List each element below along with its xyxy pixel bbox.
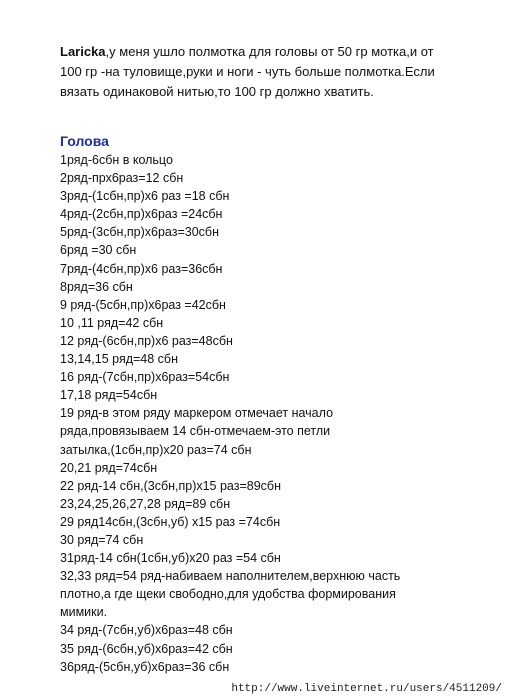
instruction-line: 20,21 ряд=74сбн <box>60 460 158 475</box>
instruction-line: мимики. <box>60 605 108 620</box>
instruction-line: 2ряд-прх6раз=12 сбн <box>60 171 184 186</box>
intro-line-2: 100 гр -на туловище,руки и ноги - чуть больше полмотка.Если <box>60 64 435 79</box>
instruction-line: 16 ряд-(7сбн,пр)х6раз=54сбн <box>60 370 230 385</box>
instruction-line: 6ряд =30 сбн <box>60 243 137 258</box>
instruction-list <box>60 151 480 676</box>
watermark-url: http://www.liveinternet.ru/users/4511209/ <box>231 683 502 695</box>
instruction-line: 31ряд-14 сбн(1сбн,уб)х20 раз =54 сбн <box>60 551 281 566</box>
instruction-line: затылка,(1сбн,пр)х20 раз=74 сбн <box>60 442 252 457</box>
instruction-line: 17,18 ряд=54сбн <box>60 388 158 403</box>
instruction-line: 1ряд-6сбн в кольцо <box>60 153 173 167</box>
instruction-line: 34 ряд-(7сбн,уб)х6раз=48 сбн <box>60 623 233 638</box>
instruction-line: 5ряд-(3сбн,пр)х6раз=30сбн <box>60 225 219 240</box>
instruction-line: 7ряд-(4сбн,пр)х6 раз=36сбн <box>60 261 223 276</box>
instruction-line: 3ряд-(1сбн,пр)х6 раз =18 сбн <box>60 189 230 204</box>
instruction-line: 30 ряд=74 сбн <box>60 532 144 547</box>
instruction-line: 22 ряд-14 сбн,(3сбн,пр)х15 раз=89сбн <box>60 478 281 493</box>
instruction-line: 9 ряд-(5сбн,пр)х6раз =42сбн <box>60 297 226 312</box>
instruction-line: 12 ряд-(6сбн,пр)х6 раз=48сбн <box>60 333 233 348</box>
instruction-line: 4ряд-(2сбн,пр)х6раз =24сбн <box>60 207 223 222</box>
instruction-line: 29 ряд14сбн,(3сбн,уб) х15 раз =74сбн <box>60 514 281 529</box>
instruction-line: ряда,провязываем 14 сбн-отмечаем-это петли <box>60 424 331 439</box>
instruction-line: 13,14,15 ряд=48 сбн <box>60 352 178 367</box>
instruction-line: 8ряд=36 сбн <box>60 279 133 294</box>
instruction-line: 23,24,25,26,27,28 ряд=89 сбн <box>60 496 231 511</box>
instruction-line: 36ряд-(5сбн,уб)х6раз=36 сбн <box>60 659 230 674</box>
intro-line-1 <box>60 42 480 62</box>
intro-paragraph <box>60 42 480 102</box>
intro-line-3: вязать одинаковой нитью,то 100 гр должно хватить. <box>60 84 374 99</box>
instruction-line: 10 ,11 ряд=42 сбн <box>60 315 164 330</box>
instruction-line: 19 ряд-в этом ряду маркером отмечает начало <box>60 406 334 421</box>
intro-text-1: ,у меня ушло полмотка для головы от 50 гр мотка,и от <box>105 44 434 59</box>
author-name: Laricka <box>60 44 106 59</box>
section-title: Голова <box>60 133 109 149</box>
instruction-line: 32,33 ряд=54 ряд-набиваем наполнителем,верхнюю часть <box>60 569 401 584</box>
instruction-line: 35 ряд-(6сбн,уб)х6раз=42 сбн <box>60 641 233 656</box>
instruction-line: плотно,а где щеки свободно,для удобства формирования <box>60 587 396 602</box>
